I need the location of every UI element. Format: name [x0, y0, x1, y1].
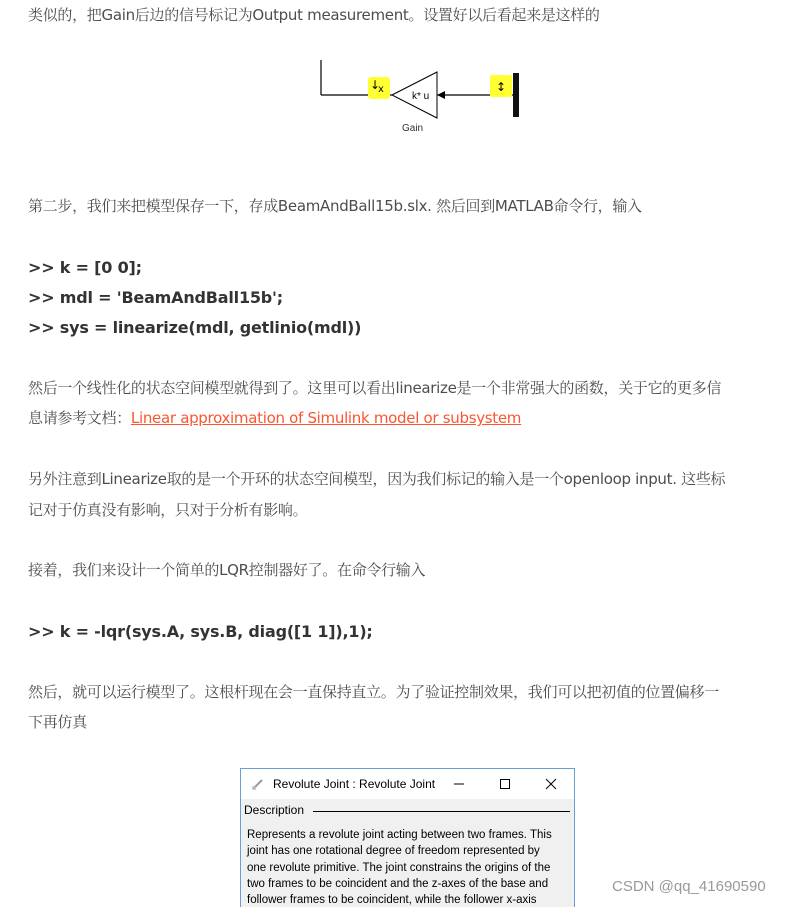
dialog-title: Revolute Joint : Revolute Joint: [273, 777, 436, 791]
paragraph-run-model: 然后，就可以运行模型了。这根杆现在会一直保持直立。为了验证控制效果，我们可以把初值的位置偏移一: [28, 683, 719, 701]
paragraph-openloop-line2: 记对于仿真没有影响，只对于分析有影响。: [28, 501, 308, 519]
block-icon: [251, 777, 265, 791]
svg-text:↕: ↕: [496, 80, 507, 94]
code-line: >> sys = linearize(mdl, getlinio(mdl)): [28, 318, 362, 337]
revolute-joint-dialog: [240, 768, 575, 907]
close-button[interactable]: [528, 769, 574, 799]
doc-ref-prefix: 息请参考文档：: [28, 409, 131, 427]
desc-line: follower frames to be coincident, while the follower x-axis: [247, 894, 537, 907]
dialog-title-bar: [241, 769, 574, 799]
svg-text:k* u: k* u: [412, 91, 430, 102]
desc-line: two frames to be coincident and the z-axes of the base and: [247, 877, 549, 890]
maximize-button[interactable]: [482, 769, 528, 799]
paragraph-linearize-line2: [28, 403, 521, 434]
desc-line: one revolute primitive. The joint constrains the origins of the: [247, 861, 551, 874]
section-divider: [313, 811, 570, 812]
description-text: [241, 821, 574, 908]
code-line: >> k = -lqr(sys.A, sys.B, diag([1 1]),1);: [28, 622, 373, 641]
paragraph-linearize: 然后一个线性化的状态空间模型就得到了。这里可以看出linearize是一个非常强大的函数，关于它的更多信: [28, 379, 722, 397]
csdn-watermark: CSDN @qq_41690590: [612, 878, 766, 895]
paragraph-openloop: 另外注意到Linearize取的是一个开环的状态空间模型，因为我们标记的输入是一个openloop input. 这些标: [28, 470, 726, 488]
simulink-gain-diagram: [300, 50, 540, 140]
description-section-header: [241, 803, 574, 821]
description-label: Description: [244, 803, 305, 817]
minimize-button[interactable]: [436, 769, 482, 799]
paragraph-output-measurement: 类似的，把Gain后边的信号标记为Output measurement。设置好以后看起来是这样的: [28, 6, 600, 24]
code-line: >> mdl = 'BeamAndBall15b';: [28, 288, 283, 307]
paragraph-lqr: 接着，我们来设计一个简单的LQR控制器好了。在命令行输入: [28, 561, 426, 579]
svg-text:Gain: Gain: [402, 123, 424, 134]
svg-text:x: x: [378, 84, 384, 95]
svg-text:↓: ↓: [370, 78, 381, 92]
desc-line: joint has one rotational degree of freedom represented by: [247, 845, 540, 858]
close-icon: [545, 778, 557, 790]
desc-line: Represents a revolute joint acting between two frames. This: [247, 829, 552, 841]
paragraph-save-model: 第二步，我们来把模型保存一下，存成BeamAndBall15b.slx. 然后回到MATLAB命令行，输入: [28, 197, 642, 215]
paragraph-run-model-line2: 下再仿真: [28, 713, 87, 731]
code-line: >> k = [0 0];: [28, 258, 142, 277]
linear-approximation-link[interactable]: Linear approximation of Simulink model or subsystem: [130, 409, 522, 427]
